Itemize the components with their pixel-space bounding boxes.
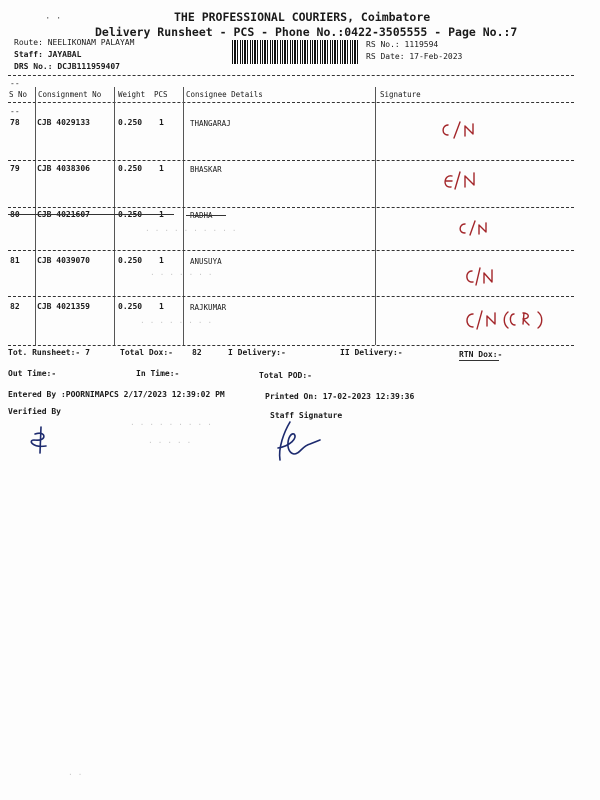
total-pod: Total POD:-: [259, 371, 312, 380]
divider: [8, 102, 574, 103]
out-time: Out Time:-: [8, 369, 57, 378]
rs-date: RS Date: 17-Feb-2023: [366, 52, 463, 61]
row-weight: 0.250: [118, 118, 143, 127]
staff-signature: [272, 418, 328, 464]
row-sno: 79: [10, 164, 20, 173]
barcode: [232, 40, 358, 64]
column-divider: [35, 87, 36, 345]
row-weight: 0.250: [118, 164, 143, 173]
column-divider: [375, 87, 376, 345]
row-sno: 80: [10, 210, 20, 219]
dash-mark: --: [10, 79, 20, 88]
faded-stamp-text: · · · · · · ·: [150, 270, 213, 279]
col-header-signature: Signature: [380, 90, 421, 99]
row-consignee: BHASKAR: [190, 165, 222, 174]
route-label: Route: NEELIKONAM PALAYAM: [14, 38, 135, 47]
ii-delivery: II Delivery:-: [340, 348, 403, 357]
divider: [8, 75, 574, 76]
row-pcs: 1: [159, 164, 164, 173]
faded-stamp-text: · · · · ·: [148, 438, 192, 447]
col-header-pcs: PCS: [154, 90, 168, 99]
drs-number: DRS No.: DCJB111959407: [14, 62, 120, 71]
row-weight: 0.250: [118, 302, 143, 311]
runsheet-subtitle: Delivery Runsheet - PCS - Phone No.:0422-3505555 - Page No.:7: [95, 25, 518, 39]
faded-stamp-text: · · · · · · · · · ·: [145, 226, 237, 235]
row-sno: 82: [10, 302, 20, 311]
row-weight: 0.250: [118, 210, 143, 219]
entered-by: Entered By :POORNIMAPCS 2/17/2023 12:39:02 PM: [8, 390, 225, 399]
row-divider: [8, 160, 574, 161]
in-time: In Time:-: [136, 369, 180, 378]
rs-number: RS No.: 1119594: [366, 40, 439, 49]
row-consignee: RAJKUMAR: [190, 303, 227, 312]
scan-marks: · ·: [45, 14, 62, 24]
row-divider: [8, 345, 574, 346]
row-sno: 78: [10, 118, 20, 127]
rtn-dox: RTN Dox:-: [459, 350, 503, 359]
row-pcs: 1: [159, 256, 164, 265]
row-divider: [8, 250, 574, 251]
staff-label: Staff: JAYABAL: [14, 50, 82, 59]
row-divider: [8, 207, 574, 208]
col-header-consignment: Consignment No: [38, 90, 102, 99]
row-consignee: ANUSUYA: [190, 257, 222, 266]
signature-cn: [440, 168, 500, 192]
row-consignment: CJB 4039070: [37, 256, 90, 265]
row-consignment: CJB 4038306: [37, 164, 90, 173]
signature-cn: [456, 218, 506, 238]
row-weight: 0.250: [118, 256, 143, 265]
signature-cn-r: [462, 308, 562, 332]
printed-on: Printed On: 17-02-2023 12:39:36: [265, 392, 415, 401]
col-header-consignee: Consignee Details: [186, 90, 263, 99]
row-consignment: CJB 4021359: [37, 302, 90, 311]
strike-line: [8, 214, 174, 215]
strike-line: [186, 215, 226, 216]
underline: [459, 360, 499, 361]
tot-runsheet: Tot. Runsheet:- 7: [8, 348, 90, 357]
row-pcs: 1: [159, 118, 164, 127]
col-header-weight: Weight: [118, 90, 146, 99]
col-header-sno: S No: [9, 90, 28, 99]
verified-by: Verified By: [8, 407, 61, 416]
column-divider: [114, 87, 115, 345]
row-pcs: 1: [159, 210, 164, 219]
row-consignee: THANGARAJ: [190, 119, 231, 128]
dash-mark: --: [10, 107, 20, 116]
faded-stamp-text: · · · · · · · ·: [140, 318, 213, 327]
total-dox-label: Total Dox:-: [120, 348, 173, 357]
row-consignment: CJB 4029133: [37, 118, 90, 127]
signature-cn: [462, 264, 512, 288]
staff-signature-label: Staff Signature: [270, 411, 343, 420]
row-divider: [8, 296, 574, 297]
row-sno: 81: [10, 256, 20, 265]
faded-stamp-text: · · · · · · · · ·: [130, 420, 212, 429]
verifier-signature: [26, 424, 56, 456]
column-divider: [183, 87, 184, 345]
row-consignee: RADHA: [190, 211, 213, 220]
company-title: THE PROFESSIONAL COURIERS, Coimbatore: [174, 10, 431, 24]
scan-smudge: · ·: [68, 770, 83, 779]
i-delivery: I Delivery:-: [228, 348, 286, 357]
total-dox-value: 82: [192, 348, 202, 357]
row-pcs: 1: [159, 302, 164, 311]
row-consignment: CJB 4021607: [37, 210, 90, 219]
signature-cn: [438, 118, 498, 140]
